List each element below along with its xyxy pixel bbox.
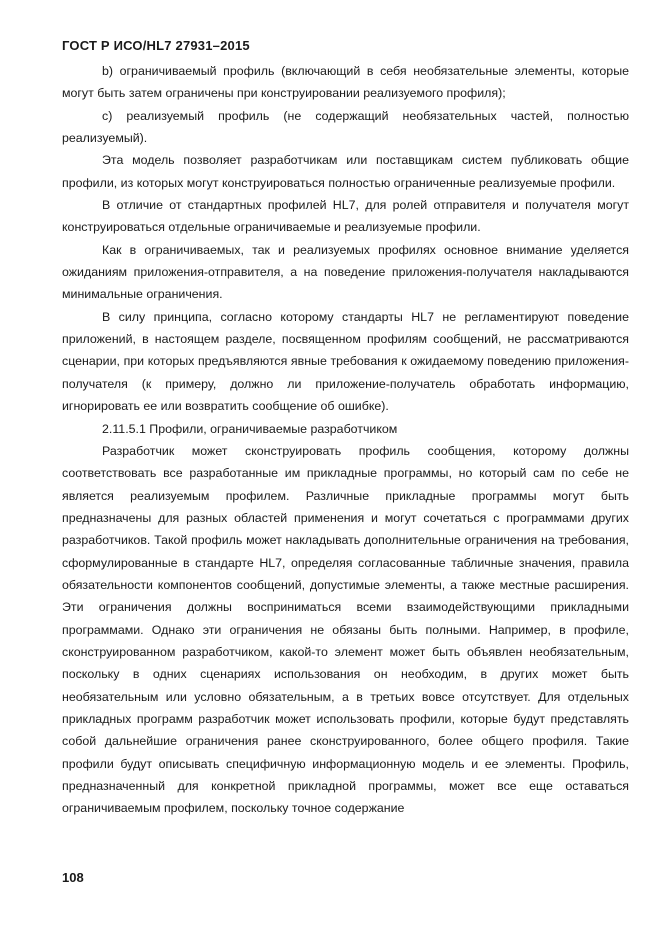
section-heading: 2.11.5.1 Профили, ограничиваемые разработчиком <box>102 421 398 436</box>
page-number: 108 <box>62 870 84 885</box>
paragraph-item-c: c) реализуемый профиль (не содержащий необязательных частей, полностью реализуемый). <box>62 108 629 146</box>
paragraph: Как в ограничиваемых, так и реализуемых профилях основное внимание уделяется ожиданиям приложения-отправителя, а на поведение приложения-получателя накладываются минимальные ограничения. <box>62 242 629 302</box>
paragraph: Разработчик может сконструировать профиль сообщения, которому должны соответствовать все разработанные им прикладные программы, но который сам по себе не является реализуемым профилем. Различные прикладные программы могут быть предназначены для разных областей применения и могут сочетаться с программами других разработчиков. Такой профиль может накладывать дополнительные ограничения на требования, сформулированные в стандарте HL7, определяя согласованные табличные значения, правила обязательности компонентов сообщений, допустимые элементы, а также местные расширения. Эти ограничения должны восприниматься всеми взаимодействующими прикладными программами. Однако эти ограничения не обязаны быть полными. Например, в профиле, сконструированном разработчиком, какой-то элемент может быть объявлен необязательным, поскольку в одних сценариях использования он необходим, в других может быть необязательным или условно обязательным, а в третьих вовсе отсутствует. Для отдельных прикладных программ разработчик может использовать профили, которые будут представлять собой дальнейшие ограничения ранее сконструированного, более общего профиля. Такие профили будут описывать специфичную информационную модель и ее элементы. Профиль, предназначенный для конкретной прикладной программы, может все еще оставаться ограничиваемым профилем, поскольку точное содержание <box>62 443 629 816</box>
paragraph: В отличие от стандартных профилей HL7, для ролей отправителя и получателя могут конструироваться отдельные ограничиваемые и реализуемые профили. <box>62 198 629 235</box>
paragraph-item-b: b) ограничиваемый профиль (включающий в себя необязательные элементы, которые могут быть затем ограничены при конструировании реализуемого профиля); <box>62 64 629 101</box>
paragraph: В силу принципа, согласно которому стандарты HL7 не регламентируют поведение приложений, в настоящем разделе, посвященном профилям сообщений, не рассматриваются сценарии, при которых предъявляются явные требования к ожидаемому поведению приложения-получателя (к примеру, должно ли приложение-получатель обработать информацию, игнорировать ее или возвратить сообщение об ошибке). <box>62 309 629 414</box>
body-text <box>62 60 629 820</box>
standard-header: ГОСТ Р ИСО/HL7 27931–2015 <box>62 38 250 53</box>
paragraph: Эта модель позволяет разработчикам или поставщикам систем публиковать общие профили, из которых могут конструироваться полностью ограниченные реализуемые профили. <box>62 153 629 190</box>
